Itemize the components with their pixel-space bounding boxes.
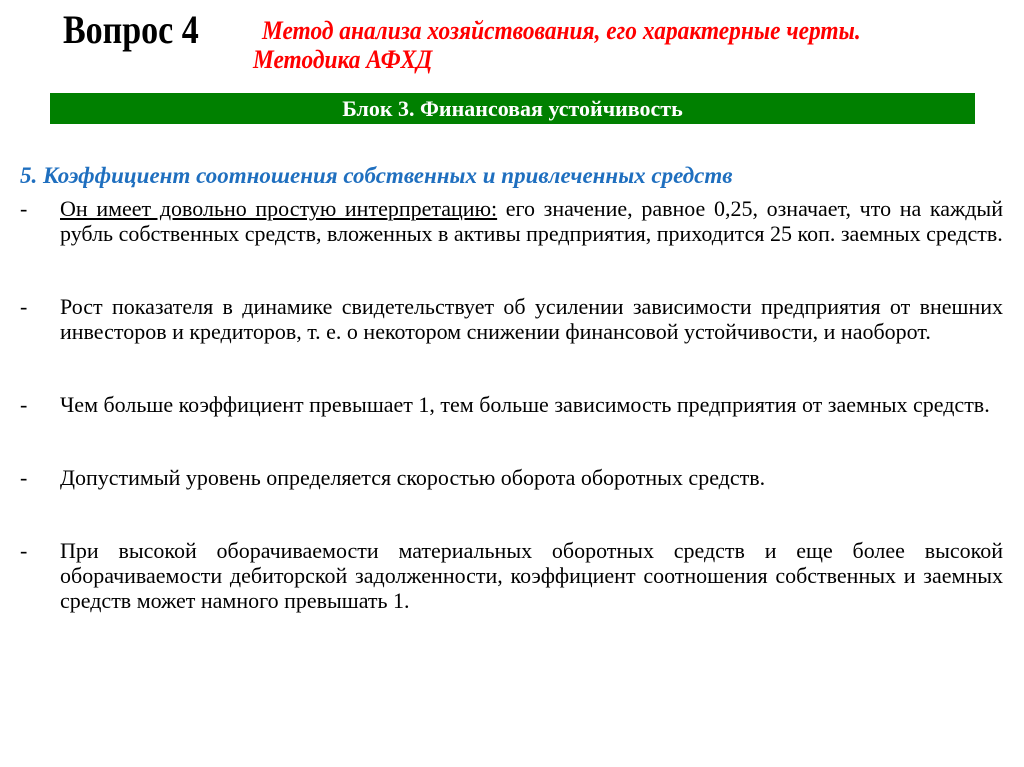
bullet-dash: - xyxy=(20,392,28,417)
item-text: Рост показателя в динамике свидетельствует об усилении зависимости предприятия от внешних инвесторов и кредиторов, т. е. о некотором снижении финансовой устойчивости, и наоборот. xyxy=(60,294,1003,344)
bullet-dash: - xyxy=(20,196,28,221)
bullet-dash: - xyxy=(20,294,28,319)
subtitle-line: Методика АФХД xyxy=(253,45,433,74)
slide-subtitle xyxy=(253,16,1024,74)
item-text: Чем больше коэффициент превышает 1, тем больше зависимость предприятия от заемных средств. xyxy=(60,392,990,417)
block-header: Блок 3. Финансовая устойчивость xyxy=(50,93,975,124)
list-item xyxy=(20,294,1003,344)
item-text: При высокой оборачиваемости материальных оборотных средств и еще более высокой оборачиваемости дебиторской задолженности, коэффициент соотношения собственных и заемных средств может намного превышать 1. xyxy=(60,538,1003,613)
bullet-dash: - xyxy=(20,465,28,490)
list-item xyxy=(20,196,1003,246)
bullet-dash: - xyxy=(20,538,28,563)
list-item xyxy=(20,392,1003,417)
list-item xyxy=(20,465,1003,490)
underlined-text: Он имеет довольно простую интерпретацию: xyxy=(60,196,498,221)
subtitle-line: Метод анализа хозяйствования, его характерные черты. xyxy=(262,16,861,45)
section-heading: 5. Коэффициент соотношения собственных и привлеченных средств xyxy=(20,163,733,188)
bullet-list xyxy=(20,196,1003,661)
item-text: его значение, равное 0,25, означает, что на каждый рубль собственных средств, вложенных в активы предприятия, приходится 25 коп. заемных средств. xyxy=(60,196,1003,246)
list-item xyxy=(20,538,1003,613)
item-text: Допустимый уровень определяется скоростью оборота оборотных средств. xyxy=(60,465,766,490)
slide-title: Вопрос 4 xyxy=(63,7,199,52)
